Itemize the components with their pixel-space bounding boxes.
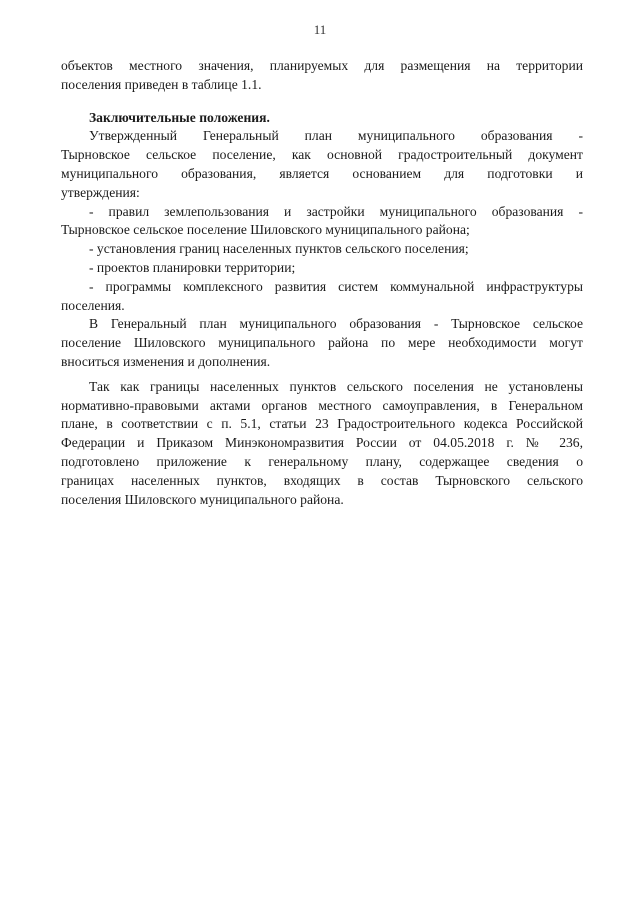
section-heading: Заключительные положения.: [89, 109, 270, 125]
list-item-line: - установления границ населенных пунктов сельского поселения;: [89, 241, 469, 257]
text-line: В Генеральный план муниципального образования - Тырновское сельское: [89, 316, 583, 332]
text-line: Утвержденный Генеральный план муниципального образования -: [89, 128, 583, 144]
text-line: нормативно-правовыми актами органов местного самоуправления, в Генеральном: [61, 397, 583, 413]
text-line: Федерации и Приказом Минэкономразвития России от 04.05.2018 г. № 236,: [61, 435, 583, 451]
text-line: Тырновское сельское поселение, как основной градостроительный документ: [61, 147, 583, 163]
text-line: поселения приведен в таблице 1.1.: [61, 76, 262, 92]
list-item-line: - программы комплексного развития систем коммунальной инфраструктуры: [89, 278, 583, 294]
text-line: подготовлено приложение к генеральному плану, содержащее сведения о: [61, 453, 583, 469]
list-item-line: - проектов планировки территории;: [89, 259, 296, 275]
list-item-line: Тырновское сельское поселение Шиловского муниципального района;: [61, 222, 470, 238]
text-line: плане, в соответствии с п. 5.1, статьи 23 Градостроительного кодекса Российской: [61, 416, 583, 432]
text-line: Так как границы населенных пунктов сельского поселения не установлены: [89, 378, 583, 394]
text-line: границах населенных пунктов, входящих в состав Тырновского сельского: [61, 472, 583, 488]
text-line: поселения Шиловского муниципального района.: [61, 491, 344, 507]
text-line: утверждения:: [61, 184, 140, 200]
list-item-line: - правил землепользования и застройки муниципального образования -: [89, 203, 583, 219]
paragraph-boundaries: [61, 378, 583, 510]
list-item-line: поселения.: [61, 297, 125, 313]
document-body: [61, 57, 583, 509]
intro-paragraph: [61, 57, 583, 95]
text-line: поселение Шиловского муниципального района по мере необходимости могут: [61, 335, 583, 351]
text-line: муниципального образования, является основанием для подготовки и: [61, 165, 583, 181]
paragraph-approved-plan: [61, 127, 583, 202]
page-number: 11: [313, 22, 327, 37]
paragraph-amendments: [61, 315, 583, 371]
text-line: объектов местного значения, планируемых для размещения на территории: [61, 58, 583, 73]
text-line: вноситься изменения и дополнения.: [61, 353, 271, 369]
basis-list: [61, 203, 583, 316]
